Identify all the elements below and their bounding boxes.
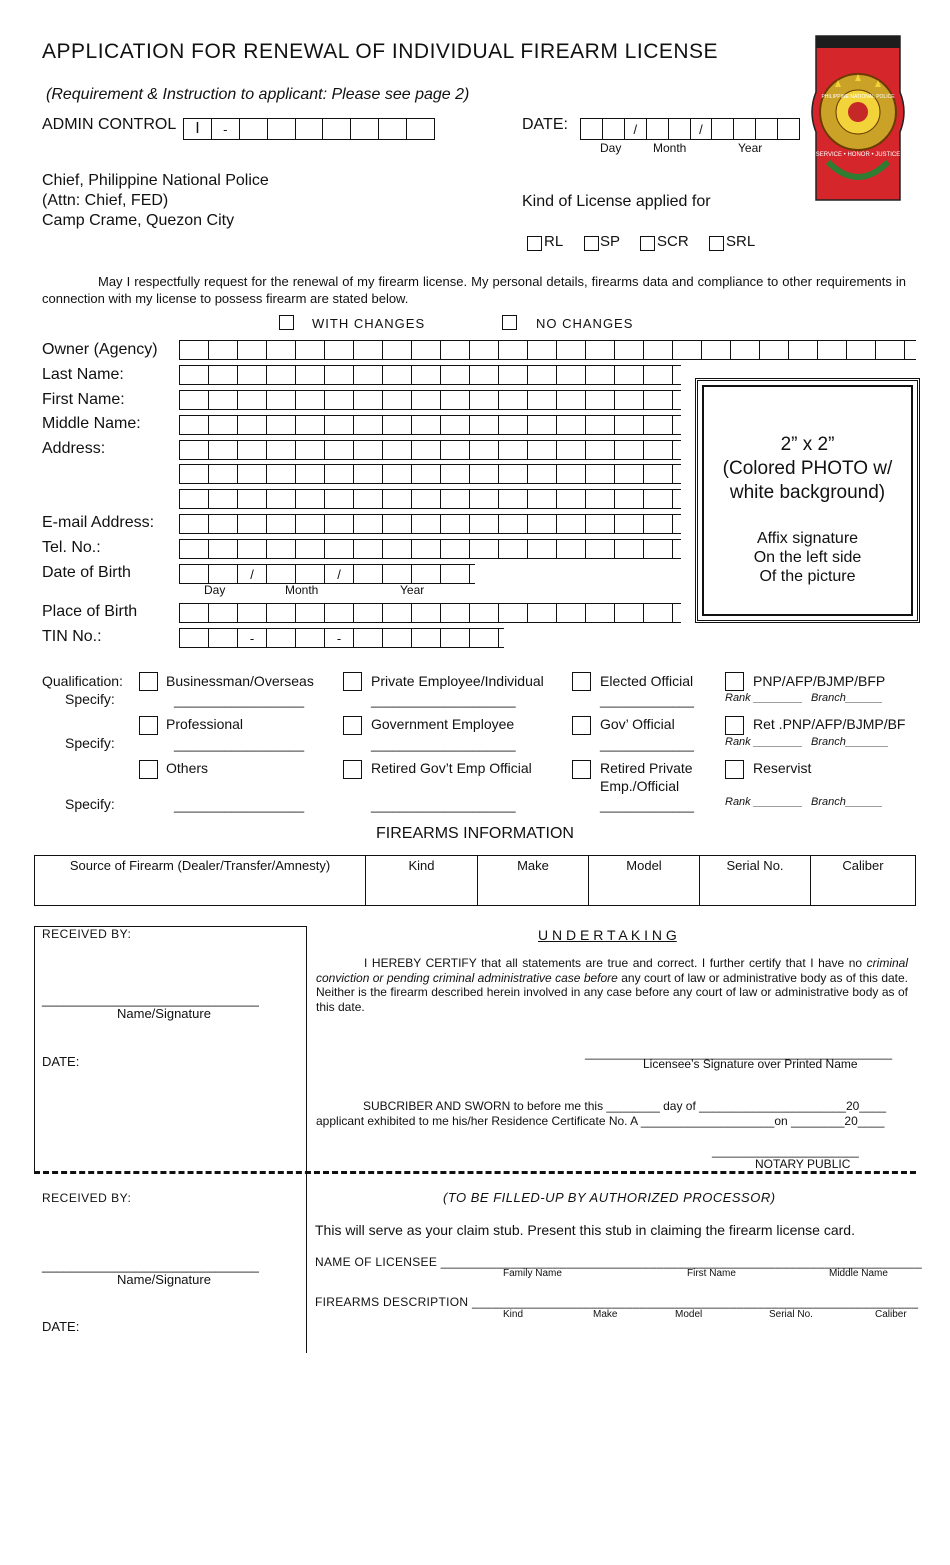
checkbox-scr[interactable]	[640, 236, 655, 251]
received-label: RECEIVED BY:	[42, 927, 132, 941]
address-input-3[interactable]	[179, 489, 681, 509]
firearms-col-kind: Kind	[366, 856, 478, 905]
checkbox-pnp[interactable]	[725, 672, 744, 691]
checkbox-private-employee[interactable]	[343, 672, 362, 691]
license-kind-label: Kind of License applied for	[522, 193, 711, 210]
checkbox-rl[interactable]	[527, 236, 542, 251]
qual-businessman: Businessman/Overseas	[166, 673, 314, 689]
tel-input[interactable]	[179, 539, 681, 559]
qual-retired-private-line2: Emp./Official	[600, 778, 680, 794]
stub-divider	[306, 1173, 307, 1353]
license-option-rl: RL	[544, 233, 564, 250]
last-name-input[interactable]	[179, 365, 681, 385]
date-field[interactable]: / /	[580, 118, 800, 140]
checkbox-no-changes[interactable]	[502, 315, 517, 330]
date-month-label: Month	[653, 141, 687, 155]
tel-label: Tel. No.:	[42, 539, 101, 556]
address-input-2[interactable]	[179, 464, 681, 484]
specify-label-1: Specify:	[65, 691, 115, 707]
with-changes-label: WITH CHANGES	[312, 316, 426, 331]
specify-label-3: Specify:	[65, 796, 115, 812]
admin-control-field[interactable]	[183, 118, 435, 140]
admin-prefix: I	[184, 119, 212, 139]
received-name-sig: Name/Signature	[117, 1006, 211, 1021]
date-year-label: Year	[738, 141, 763, 155]
checkbox-with-changes[interactable]	[279, 315, 294, 330]
license-option-scr: SCR	[657, 233, 689, 250]
stub-received-label: RECEIVED BY:	[42, 1191, 132, 1205]
middle-name-input[interactable]	[179, 415, 681, 435]
qualification-label: Qualification:	[42, 673, 123, 689]
page-title: APPLICATION FOR RENEWAL OF INDIVIDUAL FIREARM LICENSE	[42, 40, 719, 63]
email-label: E-mail Address:	[42, 514, 155, 531]
instruction-note: (Requirement & Instruction to applicant: Please see page 2)	[46, 86, 470, 103]
no-changes-label: NO CHANGES	[536, 316, 634, 331]
admin-control-label: ADMIN CONTROL	[42, 116, 177, 133]
dob-label: Date of Birth	[42, 564, 131, 581]
tin-input[interactable]: - -	[179, 628, 504, 648]
qual-professional: Professional	[166, 716, 244, 732]
pob-input[interactable]	[179, 603, 681, 623]
pnp-logo	[808, 32, 908, 204]
addressee-line1: Chief, Philippine National Police	[42, 172, 269, 189]
cut-line	[34, 1171, 916, 1174]
received-date: DATE:	[42, 1054, 80, 1069]
undertaking-heading: U N D E R T A K I N G	[538, 927, 677, 943]
tin-label: TIN No.:	[42, 628, 102, 645]
firearms-col-serial: Serial No.	[700, 856, 811, 905]
qual-private-employee: Private Employee/Individual	[371, 673, 544, 689]
first-name-input[interactable]	[179, 390, 681, 410]
first-name-label: First Name:	[42, 391, 125, 408]
request-paragraph: May I respectfully request for the renewal of my firearm license. My personal details, firearms data and compliance to other requirements in connection with my license to possess firearm are stated below.	[42, 274, 906, 306]
stub-name-sig: Name/Signature	[117, 1272, 211, 1287]
licensee-signature-label: Licensee’s Signature over Printed Name	[643, 1057, 858, 1071]
firearms-col-caliber: Caliber	[842, 858, 884, 873]
qual-pnp: PNP/AFP/BJMP/BFP	[753, 673, 886, 689]
qual-others: Others	[166, 760, 209, 776]
dob-day-label: Day	[204, 583, 226, 597]
checkbox-srl[interactable]	[709, 236, 724, 251]
firearms-table[interactable]	[34, 855, 916, 906]
checkbox-others[interactable]	[139, 760, 158, 779]
photo-sig2: On the left side	[753, 549, 862, 566]
notary-public: NOTARY PUBLIC	[755, 1157, 851, 1171]
photo-sig3: Of the picture	[759, 568, 856, 585]
checkbox-businessman[interactable]	[139, 672, 158, 691]
date-label: DATE:	[522, 116, 568, 133]
stub-date: DATE:	[42, 1319, 80, 1334]
pob-label: Place of Birth	[42, 603, 138, 620]
sworn-line2: applicant exhibited to me his/her Residence Certificate No. A ____________________on ________20____	[316, 1114, 885, 1128]
address-label: Address:	[42, 440, 106, 457]
qual-government-employee: Government Employee	[371, 716, 515, 732]
address-input-1[interactable]	[179, 440, 681, 460]
qual-gov-official: Gov’ Official	[600, 716, 675, 732]
photo-box[interactable]	[695, 378, 920, 623]
checkbox-retired-private[interactable]	[572, 760, 591, 779]
logo-text: PHILIPPINE NATIONAL POLICE	[821, 94, 895, 100]
qual-elected-official: Elected Official	[600, 673, 694, 689]
firearms-col-source: Source of Firearm (Dealer/Transfer/Amnesty)	[35, 856, 366, 905]
addressee-line3: Camp Crame, Quezon City	[42, 212, 235, 229]
checkbox-gov-official[interactable]	[572, 716, 591, 735]
date-day-label: Day	[600, 141, 622, 155]
photo-line3: white background)	[729, 482, 886, 503]
checkbox-sp[interactable]	[584, 236, 599, 251]
middle-name-label: Middle Name:	[42, 415, 141, 432]
stub-heading: (TO BE FILLED-UP BY AUTHORIZED PROCESSOR)	[443, 1190, 776, 1205]
logo-motto: SERVICE • HONOR • JUSTICE	[815, 152, 901, 158]
stub-text: This will serve as your claim stub. Present this stub in claiming the firearm license card.	[315, 1222, 855, 1238]
addressee-line2: (Attn: Chief, FED)	[42, 192, 169, 209]
email-input[interactable]	[179, 514, 681, 534]
checkbox-elected-official[interactable]	[572, 672, 591, 691]
dob-year-label: Year	[400, 583, 425, 597]
owner-input[interactable]	[179, 340, 916, 360]
qual-reservist: Reservist	[753, 760, 812, 776]
checkbox-reservist[interactable]	[725, 760, 744, 779]
firearms-col-make: Make	[478, 856, 589, 905]
stub-firearms-description[interactable]: FIREARMS DESCRIPTION ________________________________________________________________	[315, 1295, 919, 1309]
photo-size: 2” x 2”	[780, 434, 835, 455]
owner-label: Owner (Agency)	[42, 341, 158, 358]
checkbox-professional[interactable]	[139, 716, 158, 735]
qual-retired-gov: Retired Gov’t Emp Official	[371, 760, 532, 776]
checkbox-ret-pnp[interactable]	[725, 716, 744, 735]
undertaking-text: I HEREBY CERTIFY that all statements are true and correct. I further certify that I have no criminal conviction or pending criminal administrative case before any court of law or administrative body as of this date. Neither is the firearm described herein involved in any case before any court of law or administrative body as of this date.	[316, 956, 909, 1014]
qual-ret-pnp: Ret .PNP/AFP/BJMP/BF	[753, 716, 906, 732]
qual-retired-private: Retired Private	[600, 760, 693, 776]
checkbox-government-employee[interactable]	[343, 716, 362, 735]
photo-sig1: Affix signature	[756, 530, 859, 547]
last-name-label: Last Name:	[42, 366, 124, 383]
dob-month-label: Month	[285, 583, 319, 597]
dob-input[interactable]: / /	[179, 564, 475, 584]
stub-name-of-licensee[interactable]: NAME OF LICENSEE _____________________________________________________________________	[315, 1255, 922, 1269]
sworn-line1: SUBCRIBER AND SWORN to before me this ________ day of ______________________20____	[363, 1099, 887, 1113]
license-option-srl: SRL	[726, 233, 756, 250]
firearms-col-model: Model	[589, 856, 700, 905]
admin-sep: -	[212, 119, 240, 139]
checkbox-retired-gov[interactable]	[343, 760, 362, 779]
photo-line2: (Colored PHOTO w/	[722, 458, 893, 479]
license-option-sp: SP	[600, 233, 621, 250]
received-box	[34, 926, 307, 1173]
specify-label-2: Specify:	[65, 735, 115, 751]
firearms-heading: FIREARMS INFORMATION	[376, 825, 574, 842]
